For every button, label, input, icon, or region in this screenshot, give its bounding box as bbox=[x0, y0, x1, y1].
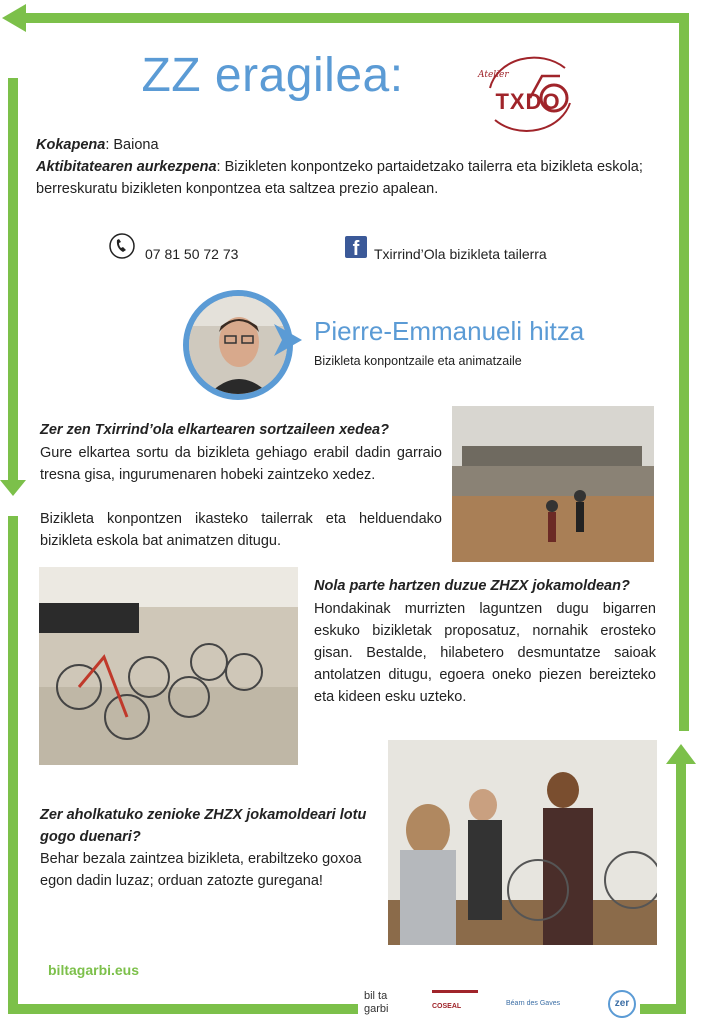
logo-small-text: Atelier bbox=[478, 70, 509, 80]
intro-block bbox=[36, 134, 656, 200]
question-2: Nola parte hartzen duzue ZHZX jokamoldean? bbox=[314, 578, 630, 594]
logo-text: TXDO bbox=[495, 89, 561, 114]
answer-1b: Bizikleta konpontzen ikasteko tailerrak eta helduendako bizikleta eskola bat animatzen ditugu. bbox=[40, 511, 442, 549]
activity-label: Aktibitatearen aurkezpena bbox=[36, 159, 217, 175]
question-3: Zer aholkatuko zenioke ZHZX jokamoldeari lotu gogo duenari? bbox=[40, 807, 367, 845]
partner-logo-coseal: COSEAL bbox=[432, 990, 478, 1021]
answer-2: Hondakinak murrizten laguntzen dugu bigarren eskuko bizikletak proposatuz, nornahik erosteko gisan. Bestalde, hilabetero desmuntatze saioak antolatzen ditugu, egoera oneko piezen bereizteko eta kideen esku uzteko. bbox=[314, 601, 656, 705]
page-title: ZZ eragilea: bbox=[141, 49, 404, 102]
phone-icon bbox=[108, 232, 136, 260]
workshop-photo bbox=[452, 406, 654, 562]
bikes-photo bbox=[39, 567, 298, 765]
activity-line: Aktibitatearen aurkezpena: Bizikleten konpontzeko partaidetzako tailerra eta bizikleta eskola; berreskuratu bizikleten konpontzea eta saltzea prezio apalean. bbox=[36, 159, 643, 197]
location-value: Baiona bbox=[113, 137, 159, 153]
partner-logo-zer: zer bbox=[608, 990, 636, 1018]
location-label: Kokapena bbox=[36, 137, 106, 153]
speaker-role: Bizikleta konpontzaile eta animatzaile bbox=[314, 354, 522, 368]
activity-value: Bizikleten konpontzeko partaidetzako tailerra eta bizikleta eskola; berreskuratu bizikleten konpontzea eta saltzea prezio apalean. bbox=[36, 159, 643, 197]
speech-arrow-icon bbox=[270, 320, 306, 360]
speaker-title: Pierre-Emmanueli hitza bbox=[314, 316, 585, 346]
facebook-icon[interactable]: f bbox=[345, 236, 367, 258]
partner-logo-bearn: Béarn des Gaves bbox=[506, 1000, 561, 1007]
facebook-page[interactable]: Txirrind’Ola bizikleta tailerra bbox=[374, 246, 547, 262]
repair-photo bbox=[388, 740, 657, 945]
question-1: Zer zen Txirrind’ola elkartearen sortzaileen xedea? bbox=[40, 422, 389, 438]
phone-number: 07 81 50 72 73 bbox=[145, 246, 239, 262]
answer-1a: Gure elkartea sortu da bizikleta gehiago erabil dadin garraio tresna gisa, ingurumenaren hobeki zaintzeko xedez. bbox=[40, 445, 442, 483]
location-line: Kokapena: Baiona bbox=[36, 137, 159, 153]
site-link[interactable]: biltagarbi.eus bbox=[48, 962, 140, 978]
answer-3: Behar bezala zaintzea bizikleta, erabiltzeko goxoa egon dadin luzaz; orduan zatozte guregana! bbox=[40, 851, 362, 889]
partner-logo-biltagarbi: bil ta garbi bbox=[364, 990, 389, 1015]
